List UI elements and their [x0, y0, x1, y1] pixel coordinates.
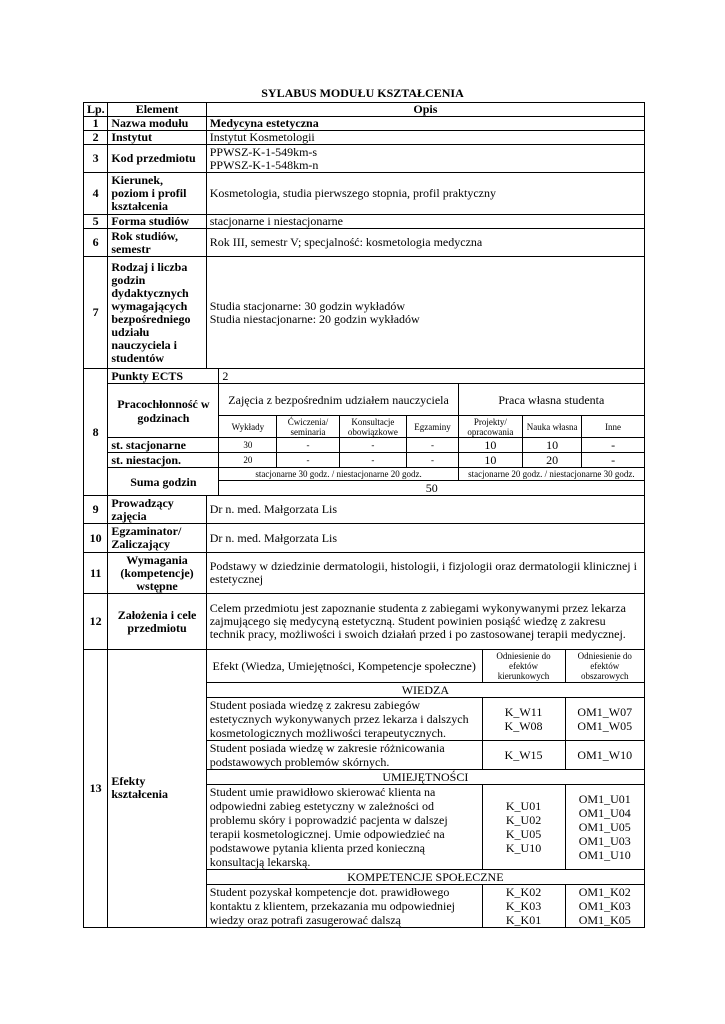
table-row: [84, 173, 645, 215]
row-element: Kierunek, poziom i profil kształcenia: [108, 173, 206, 215]
hours-cell: -: [277, 453, 339, 468]
kier-code: K_U02: [505, 812, 542, 827]
row-number: 6: [84, 229, 108, 257]
row-number: 1: [84, 117, 108, 131]
own-work-header: Praca własna studenta: [458, 384, 644, 416]
effect-text: Student pozyskał kompetencje dot. prawidłowego kontaktu z klientem, przekazania mu odpowiedniej wiedzy oraz potrafi zasugerować dalszą: [207, 884, 482, 927]
hours-cell: -: [582, 453, 644, 468]
hours-cell: 20: [523, 453, 582, 468]
niestacjonarne-label: st. niestacjon.: [108, 453, 219, 468]
kier-cell: K_W15: [482, 740, 565, 769]
row-element: Efekty kształcenia: [108, 650, 206, 928]
row-number: 12: [84, 594, 108, 650]
row-opis: Dr n. med. Małgorzata Lis: [206, 496, 644, 524]
syllabus-table: [83, 102, 645, 928]
table-row: [84, 131, 645, 145]
row-element: Egzaminator/ Zaliczający: [108, 524, 206, 553]
kier-code: K_W08: [504, 718, 543, 733]
obsz-code: OM1_W05: [577, 718, 633, 733]
row-number: 2: [84, 131, 108, 145]
direct-hours-header: Zajęcia z bezpośrednim udziałem nauczyciela: [219, 384, 458, 416]
stacjonarne-label: st. stacjonarne: [108, 438, 219, 453]
hours-cell: -: [339, 438, 407, 453]
col-header: Nauka własna: [523, 416, 582, 438]
row-number: 11: [84, 553, 108, 594]
hours-cell: -: [582, 438, 644, 453]
table-row: [84, 594, 645, 650]
table-row: [84, 229, 645, 257]
obsz-code: OM1_U10: [578, 847, 631, 862]
row-opis: Podstawy w dziedzinie dermatologii, histologii, i fizjologii oraz dermatologii klinicznej i estetycznej: [206, 553, 644, 594]
kier-code: K_K01: [505, 912, 542, 927]
row-element: Kod przedmiotu: [108, 145, 206, 173]
hours-cell: -: [407, 453, 459, 468]
obsz-code: OM1_K02: [578, 884, 631, 899]
row-number: 9: [84, 496, 108, 524]
row-opis: [206, 257, 644, 369]
table-row: [84, 257, 645, 369]
row-element: Wymagania (kompetencje) wstępne: [108, 553, 206, 594]
row-opis: Celem przedmiotu jest zapoznanie studenta z zabiegami wykonywanymi przez lekarza zajmującego się medycyną estetyczną. Student powinien posiąść wiedzę z zakresu technik pracy, możliwości i swoich działań przed i po zastosowanej terapii medycznej.: [206, 594, 644, 650]
course-code-stacjonarne: PPWSZ-K-1-549km-s: [209, 144, 318, 159]
col-header: Inne: [582, 416, 644, 438]
suma-own: stacjonarne 20 godz. / niestacjonarne 30 godz.: [458, 468, 644, 481]
obsz-header: Odniesienie do efektów obszarowych: [565, 650, 644, 682]
table-row: [84, 145, 645, 173]
effect-header: Efekt (Wiedza, Umiejętności, Kompetencje społeczne): [207, 650, 482, 682]
row-number: 4: [84, 173, 108, 215]
row-number: 10: [84, 524, 108, 553]
table-row: [84, 215, 645, 229]
page-title: SYLABUS MODUŁU KSZTAŁCENIA: [261, 86, 464, 100]
row-element: Instytut: [108, 131, 206, 145]
table-row-effects: [84, 650, 645, 928]
obsz-code: OM1_U01: [578, 791, 631, 806]
ects-label: Punkty ECTS: [108, 369, 219, 384]
header-element: Element: [108, 103, 206, 117]
kier-code: K_U10: [505, 840, 542, 855]
table-row: [84, 117, 645, 131]
row-element: Rok studiów, semestr: [108, 229, 206, 257]
row-opis: Medycyna estetyczna: [206, 117, 644, 131]
kier-header: Odniesienie do efektów kierunkowych: [482, 650, 565, 682]
kier-code: K_U01: [505, 798, 542, 813]
header-lp: Lp.: [84, 103, 108, 117]
row-opis: Kosmetologia, studia pierwszego stopnia, profil praktyczny: [206, 173, 644, 215]
effects-block: [206, 650, 644, 928]
row-opis: stacjonarne i niestacjonarne: [206, 215, 644, 229]
obsz-code: OM1_U05: [578, 819, 631, 834]
row-number: 5: [84, 215, 108, 229]
category-umiejetnosci: UMIEJĘTNOŚCI: [207, 769, 644, 784]
col-header: Wykłady: [219, 416, 277, 438]
hours-cell: 10: [458, 438, 522, 453]
category-wiedza: WIEDZA: [207, 682, 644, 697]
row-element: Nazwa modułu: [108, 117, 206, 131]
col-header: Projekty/ opracowania: [458, 416, 522, 438]
obsz-cell: [565, 784, 644, 869]
hours-cell: -: [407, 438, 459, 453]
row-element: Prowadzący zajęcia: [108, 496, 206, 524]
effect-text: Student posiada wiedzę z zakresu zabiegów estetycznych wykonywanych przez lekarza i dalszych kosmetologicznych możliwości terapeutycznych.: [207, 697, 482, 740]
header-opis: Opis: [206, 103, 644, 117]
ects-value: 2: [219, 369, 644, 384]
hours-niestacjonarne: Studia niestacjonarne: 20 godzin wykładów: [209, 311, 420, 326]
row-opis: [206, 145, 644, 173]
col-header: Ćwiczenia/ seminaria: [277, 416, 339, 438]
kier-cell: [482, 784, 565, 869]
obsz-code: OM1_K03: [578, 898, 631, 913]
suma-direct: stacjonarne 30 godz. / niestacjonarne 20 godz.: [219, 468, 458, 481]
row-element: Założenia i cele przedmiotu: [108, 594, 206, 650]
category-kompetencje: KOMPETENCJE SPOŁECZNE: [207, 869, 644, 884]
kier-code: K_U05: [505, 826, 542, 841]
pracochlonnosc-label: Pracochłonność w godzinach: [108, 384, 219, 438]
hours-cell: 10: [458, 453, 522, 468]
obsz-code: OM1_U03: [578, 833, 631, 848]
effect-text: Student umie prawidłowo skierować klienta na odpowiedni zabieg estetyczny w zależności od problemu skóry i poprowadzić pacjenta w dalszej terapii kosmetologicznej. Umie odpowiedzieć na podstawowe pytania klienta przed konieczną konsultacją lekarską.: [207, 784, 482, 869]
table-row: [84, 524, 645, 553]
table-row: [84, 553, 645, 594]
suma-label: Suma godzin: [108, 468, 219, 496]
row-opis: Instytut Kosmetologii: [206, 131, 644, 145]
kier-cell: [482, 697, 565, 740]
suma-total: 50: [219, 481, 644, 496]
table-row: [84, 496, 645, 524]
kier-code: K_K03: [505, 898, 542, 913]
obsz-code: OM1_U04: [578, 805, 631, 820]
obsz-code: OM1_K05: [578, 912, 631, 927]
row-opis: Rok III, semestr V; specjalność: kosmetologia medyczna: [206, 229, 644, 257]
obsz-cell: [565, 697, 644, 740]
kier-cell: [482, 884, 565, 927]
row-number: 8: [84, 369, 108, 496]
row-opis: Dr n. med. Małgorzata Lis: [206, 524, 644, 553]
row-number: 13: [84, 650, 108, 928]
hours-cell: -: [339, 453, 407, 468]
hours-cell: 20: [219, 453, 277, 468]
obsz-cell: [565, 884, 644, 927]
col-header: Egzaminy: [407, 416, 459, 438]
course-code-niestacjonarne: PPWSZ-K-1-548km-n: [209, 157, 319, 172]
table-row-ects: [84, 369, 645, 496]
table-header-row: [84, 103, 645, 117]
effect-text: Student posiada wiedzę w zakresie różnicowania podstawowych problemów skórnych.: [207, 740, 482, 769]
row-number: 3: [84, 145, 108, 173]
row-number: 7: [84, 257, 108, 369]
kier-code: K_W11: [504, 704, 543, 719]
obsz-code: OM1_W07: [577, 704, 633, 719]
ects-block: [108, 369, 645, 496]
hours-cell: 10: [523, 438, 582, 453]
hours-cell: 30: [219, 438, 277, 453]
row-element: Forma studiów: [108, 215, 206, 229]
col-header: Konsultacje obowiązkowe: [339, 416, 407, 438]
row-element: Rodzaj i liczba godzin dydaktycznych wymagających bezpośredniego udziału nauczyciela i studentów: [108, 257, 206, 369]
hours-stacjonarne: Studia stacjonarne: 30 godzin wykładów: [209, 298, 406, 313]
kier-code: K_K02: [505, 884, 542, 899]
obsz-cell: OM1_W10: [565, 740, 644, 769]
hours-cell: -: [277, 438, 339, 453]
